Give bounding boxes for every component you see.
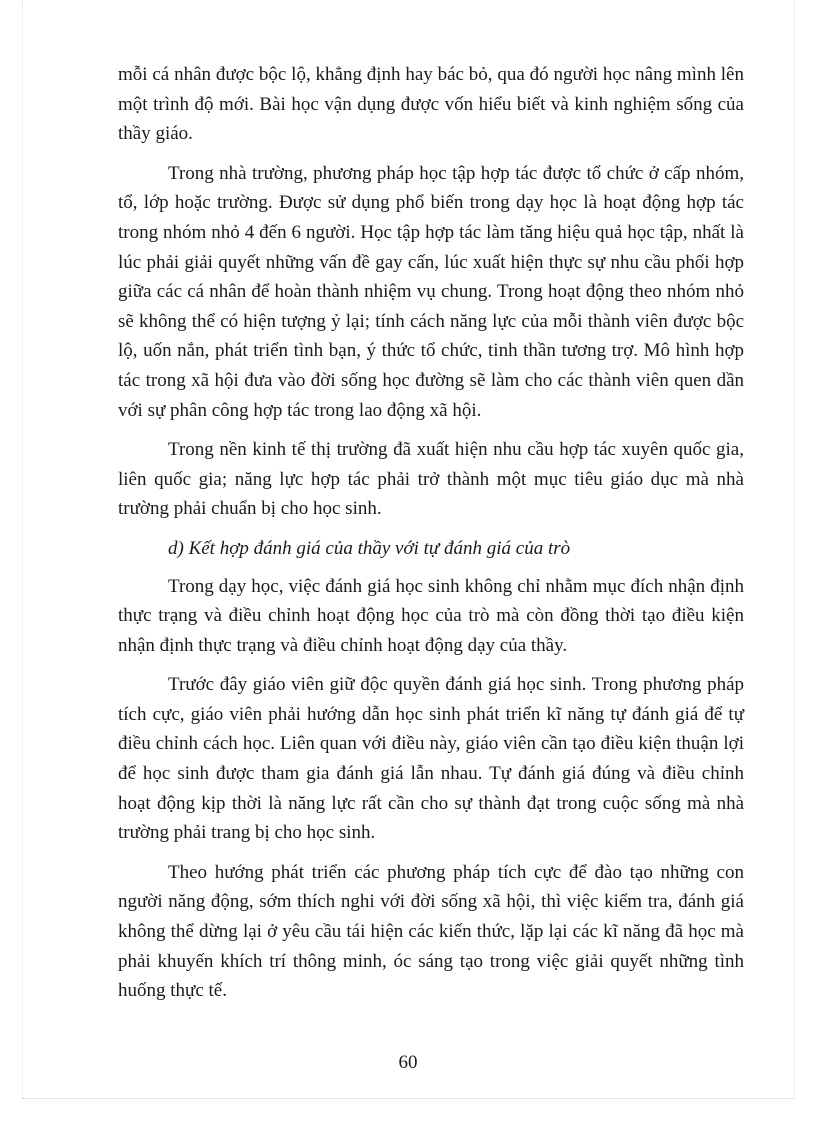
paragraph-continuation: mỗi cá nhân được bộc lộ, khẳng định hay bác bỏ, qua đó người học nâng mình lên một trình độ mới. Bài học vận dụng được vốn hiểu biết và kinh nghiệm sống của thầy giáo. bbox=[118, 64, 744, 145]
paragraph-self-assessment: Trước đây giáo viên giữ độc quyền đánh giá học sinh. Trong phương pháp tích cực, giáo viên phải hướng dẫn học sinh phát triển kĩ năng tự đánh giá để tự điều chỉnh cách học. Liên quan với điều này, giáo viên cần tạo điều kiện thuận lợi để học sinh được tham gia đánh giá lẫn nhau. Tự đánh giá đúng và điều chỉnh hoạt động kịp thời là năng lực rất cần cho sự thành đạt trong cuộc sống mà nhà trường phải trang bị cho học sinh. bbox=[118, 674, 744, 844]
document-body bbox=[118, 60, 744, 1016]
paragraph-active-methods: Theo hướng phát triển các phương pháp tích cực để đào tạo những con người năng động, sớm thích nghi với đời sống xã hội, thì việc kiểm tra, đánh giá không thể dừng lại ở yêu cầu tái hiện các kiến thức, lặp lại các kĩ năng đã học mà phải khuyến khích trí thông minh, óc sáng tạo trong việc giải quyết những tình huống thực tế. bbox=[118, 861, 744, 1002]
paragraph-assessment: Trong dạy học, việc đánh giá học sinh không chỉ nhằm mục đích nhận định thực trạng và điều chỉnh hoạt động học của trò mà còn đồng thời tạo điều kiện nhận định thực trạng và điều chỉnh hoạt động dạy của thầy. bbox=[118, 575, 744, 656]
section-heading-d: d) Kết hợp đánh giá của thầy với tự đánh giá của trò bbox=[168, 537, 571, 559]
paragraph-market-economy: Trong nền kinh tế thị trường đã xuất hiện nhu cầu hợp tác xuyên quốc gia, liên quốc gia; năng lực hợp tác phải trở thành một mục tiêu giáo dục mà nhà trường phải chuẩn bị cho học sinh. bbox=[118, 439, 744, 520]
footer-rule bbox=[22, 1098, 794, 1099]
page-border-right bbox=[794, 0, 795, 1098]
page-number: 60 bbox=[398, 1052, 418, 1073]
paragraph-cooperative-learning: Trong nhà trường, phương pháp học tập hợp tác được tổ chức ở cấp nhóm, tổ, lớp hoặc trường. Được sử dụng phổ biến trong dạy học là hoạt động hợp tác trong nhóm nhỏ 4 đến 6 người. Học tập hợp tác làm tăng hiệu quả học tập, nhất là lúc phải giải quyết những vấn đề gay cấn, lúc xuất hiện thực sự nhu cầu phối hợp giữa các cá nhân để hoàn thành nhiệm vụ chung. Trong hoạt động theo nhóm nhỏ sẽ không thể có hiện tượng ỷ lại; tính cách năng lực của mỗi thành viên được bộc lộ, uốn nắn, phát triển tình bạn, ý thức tổ chức, tinh thần tương trợ. Mô hình hợp tác trong xã hội đưa vào đời sống học đường sẽ làm cho các thành viên quen dần với sự phân công hợp tác trong lao động xã hội. bbox=[118, 162, 744, 421]
page-border-left bbox=[22, 0, 23, 1098]
